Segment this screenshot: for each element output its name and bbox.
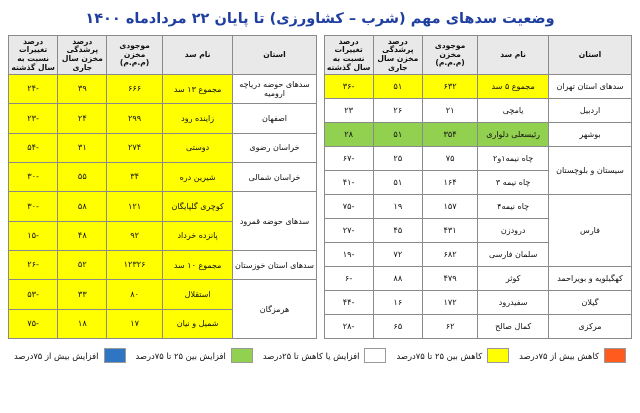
- right-dams-table: [324, 35, 633, 339]
- cell-dam: دوستی: [162, 133, 233, 162]
- table-row: [324, 291, 632, 315]
- cell-change-percent: -۱۹: [324, 243, 373, 267]
- cell-dam: چاه نیمه۱و۲: [478, 147, 549, 171]
- table-header-row: [324, 36, 632, 75]
- cell-volume: ۱۷: [107, 309, 162, 338]
- cell-change-percent: -۲۶: [9, 250, 58, 279]
- cell-dam: کمال صالح: [478, 315, 549, 339]
- col-dam: نام سد: [478, 36, 549, 75]
- table-row: [9, 280, 317, 309]
- legend-blue-swatch-icon: [104, 348, 126, 363]
- cell-fill-percent: ۳۹: [58, 75, 107, 104]
- table-row: [9, 250, 317, 279]
- cell-dam: استقلال: [162, 280, 233, 309]
- cell-volume: ۲۷۴: [107, 133, 162, 162]
- cell-province: سدهای حوضه قمرود: [233, 192, 316, 251]
- cell-change-percent: ۲۸: [324, 123, 373, 147]
- cell-volume: ۱۷۲: [422, 291, 477, 315]
- cell-province: سیستان و بلوچستان: [548, 147, 631, 195]
- cell-volume: ۶۲: [422, 315, 477, 339]
- cell-dam: رئیسعلی دلواری: [478, 123, 549, 147]
- cell-fill-percent: ۵۱: [373, 75, 422, 99]
- cell-change-percent: -۶۷: [324, 147, 373, 171]
- table-header-row: [9, 36, 317, 75]
- tables-container: [0, 35, 640, 339]
- cell-dam: مجموع ۱۳ سد: [162, 75, 233, 104]
- legend-label: کاهش بین ۲۵ تا ۷۵درصد: [396, 350, 483, 361]
- cell-fill-percent: ۶۵: [373, 315, 422, 339]
- table-row: [324, 123, 632, 147]
- table-row: [9, 192, 317, 221]
- legend-item: [396, 348, 509, 363]
- cell-fill-percent: ۵۱: [373, 123, 422, 147]
- cell-change-percent: -۴۱: [324, 171, 373, 195]
- legend: [0, 339, 640, 363]
- cell-fill-percent: ۲۴: [58, 104, 107, 133]
- cell-change-percent: -۵۳: [9, 280, 58, 309]
- legend-green-swatch-icon: [231, 348, 253, 363]
- table-row: [9, 162, 317, 191]
- legend-item: [263, 348, 387, 363]
- cell-change-percent: -۳۰: [9, 192, 58, 221]
- cell-province: سدهای حوضه دریاچه ارومیه: [233, 75, 316, 104]
- col-change-percent: درصد تغییرات نسبت به سال گذشته: [9, 36, 58, 75]
- col-volume: موجودی مخزن (م.م.م): [422, 36, 477, 75]
- cell-province: اردبیل: [548, 99, 631, 123]
- cell-volume: ۲۱: [422, 99, 477, 123]
- cell-fill-percent: ۱۶: [373, 291, 422, 315]
- legend-white-swatch-icon: [364, 348, 386, 363]
- cell-province: بوشهر: [548, 123, 631, 147]
- cell-fill-percent: ۵۸: [58, 192, 107, 221]
- cell-dam: مجموع ۵ سد: [478, 75, 549, 99]
- cell-change-percent: -۴۴: [324, 291, 373, 315]
- col-dam: نام سد: [162, 36, 233, 75]
- cell-province: گیلان: [548, 291, 631, 315]
- cell-dam: مجموع ۱۰ سد: [162, 250, 233, 279]
- cell-fill-percent: ۱۹: [373, 195, 422, 219]
- cell-dam: پانزده خرداد: [162, 221, 233, 250]
- table-row: [324, 267, 632, 291]
- legend-label: افزایش بین ۲۵ تا ۷۵درصد: [135, 350, 226, 361]
- table-row: [324, 99, 632, 123]
- table-row: [324, 195, 632, 219]
- cell-change-percent: -۲۳: [9, 104, 58, 133]
- legend-item: [519, 348, 626, 363]
- col-change-percent: درصد تغییرات نسبت به سال گذشته: [324, 36, 373, 75]
- right-table-body: [324, 75, 632, 339]
- cell-dam: چاه نیمه ۳: [478, 171, 549, 195]
- cell-dam: زاینده رود: [162, 104, 233, 133]
- cell-fill-percent: ۲۵: [373, 147, 422, 171]
- cell-dam: کوچری گلپایگان: [162, 192, 233, 221]
- cell-volume: ۱۶۴: [422, 171, 477, 195]
- cell-province: سدهای استان تهران: [548, 75, 631, 99]
- cell-fill-percent: ۴۵: [373, 219, 422, 243]
- cell-change-percent: -۵۴: [9, 133, 58, 162]
- cell-fill-percent: ۵۲: [58, 250, 107, 279]
- cell-change-percent: -۳۰: [9, 162, 58, 191]
- page-title: وضعیت سدهای مهم (شرب – کشاورزی) تا پایان ۲۲ مردادماه ۱۴۰۰: [85, 11, 555, 27]
- cell-volume: ۴۷۹: [422, 267, 477, 291]
- left-table-body: [9, 75, 317, 339]
- left-dams-table: [8, 35, 317, 339]
- cell-volume: ۱۵۷: [422, 195, 477, 219]
- cell-volume: ۹۲: [107, 221, 162, 250]
- cell-volume: ۶۳۲: [422, 75, 477, 99]
- cell-province: مرکزی: [548, 315, 631, 339]
- legend-item: [135, 348, 252, 363]
- col-volume: موجودی مخزن (م.م.م): [107, 36, 162, 75]
- table-row: [324, 147, 632, 171]
- table-row: [9, 133, 317, 162]
- cell-fill-percent: ۳۱: [58, 133, 107, 162]
- legend-label: افزایش یا کاهش تا ۲۵درصد: [262, 350, 360, 361]
- legend-orange-swatch-icon: [604, 348, 626, 363]
- cell-fill-percent: ۸۸: [373, 267, 422, 291]
- cell-dam: شیرین دره: [162, 162, 233, 191]
- cell-volume: ۱۲۳۲۶: [107, 250, 162, 279]
- col-fill-percent: درصد پرشدگی مخزن سال جاری: [373, 36, 422, 75]
- cell-volume: ۷۵: [422, 147, 477, 171]
- cell-dam: سلمان فارسی: [478, 243, 549, 267]
- cell-change-percent: ۲۳: [324, 99, 373, 123]
- cell-volume: ۲۹۹: [107, 104, 162, 133]
- table-row: [9, 75, 317, 104]
- cell-fill-percent: ۷۲: [373, 243, 422, 267]
- col-province: استان: [233, 36, 316, 75]
- cell-province: سدهای استان خوزستان: [233, 250, 316, 279]
- legend-label: کاهش بیش از ۷۵درصد: [519, 350, 599, 361]
- table-row: [324, 315, 632, 339]
- cell-volume: ۸۰: [107, 280, 162, 309]
- cell-province: فارس: [548, 195, 631, 267]
- cell-volume: ۴۳۱: [422, 219, 477, 243]
- cell-province: خراسان شمالی: [233, 162, 316, 191]
- cell-change-percent: -۷۵: [9, 309, 58, 338]
- cell-dam: چاه نیمه۴: [478, 195, 549, 219]
- legend-item: [14, 348, 125, 363]
- cell-change-percent: -۲۸: [324, 315, 373, 339]
- cell-volume: ۱۲۱: [107, 192, 162, 221]
- cell-change-percent: -۶: [324, 267, 373, 291]
- cell-fill-percent: ۳۳: [58, 280, 107, 309]
- cell-volume: ۳۴: [107, 162, 162, 191]
- table-row: [324, 75, 632, 99]
- cell-change-percent: -۲۴: [9, 75, 58, 104]
- table-row: [9, 104, 317, 133]
- cell-fill-percent: ۵۱: [373, 171, 422, 195]
- cell-province: کهگیلویه و بویراحمد: [548, 267, 631, 291]
- cell-fill-percent: ۵۵: [58, 162, 107, 191]
- cell-change-percent: -۱۵: [9, 221, 58, 250]
- cell-dam: شمیل و نیان: [162, 309, 233, 338]
- cell-dam: کوثر: [478, 267, 549, 291]
- cell-province: هرمزگان: [233, 280, 316, 339]
- cell-dam: درودزن: [478, 219, 549, 243]
- cell-province: اصفهان: [233, 104, 316, 133]
- col-province: استان: [548, 36, 631, 75]
- cell-dam: سفیدرود: [478, 291, 549, 315]
- cell-province: خراسان رضوی: [233, 133, 316, 162]
- legend-label: افزایش بیش از ۷۵درصد: [14, 350, 99, 361]
- cell-fill-percent: ۱۸: [58, 309, 107, 338]
- cell-dam: یامچی: [478, 99, 549, 123]
- cell-change-percent: -۷۵: [324, 195, 373, 219]
- col-fill-percent: درصد پرشدگی مخزن سال جاری: [58, 36, 107, 75]
- cell-volume: ۳۵۴: [422, 123, 477, 147]
- legend-yellow-swatch-icon: [487, 348, 509, 363]
- cell-change-percent: -۲۷: [324, 219, 373, 243]
- cell-volume: ۶۸۲: [422, 243, 477, 267]
- cell-change-percent: -۳۶: [324, 75, 373, 99]
- cell-volume: ۶۶۶: [107, 75, 162, 104]
- cell-fill-percent: ۴۸: [58, 221, 107, 250]
- cell-fill-percent: ۲۶: [373, 99, 422, 123]
